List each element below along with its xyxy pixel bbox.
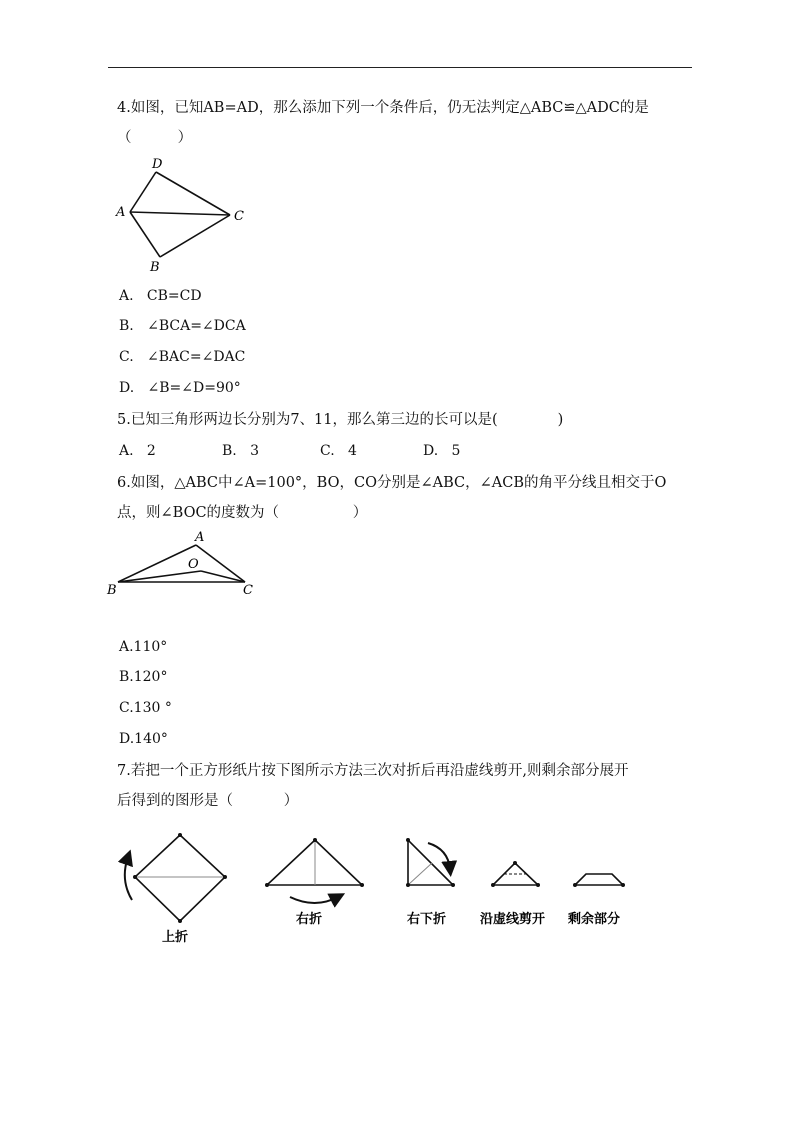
q6-option-b[interactable]: B.120° [119, 669, 168, 685]
caption-fold-right: 右折 [296, 912, 323, 927]
q7-stem-line1: 7.若把一个正方形纸片按下图所示方法三次对折后再沿虚线剪开,则剩余部分展开 [117, 763, 629, 779]
header-rule [108, 67, 692, 68]
q6-option-a[interactable]: A.110° [119, 639, 168, 655]
q4-stem-line2: （ ） [117, 130, 193, 146]
step-fold-right [265, 838, 364, 927]
q5-stem: 5.已知三角形两边长分别为7、11，那么第三边的长可以是( ) [117, 412, 564, 428]
caption-cut-dashed: 沿虚线剪开 [480, 912, 546, 927]
curved-arrow-icon [428, 843, 450, 869]
caption-remaining: 剩余部分 [568, 912, 621, 927]
q7-stem-line2: 后得到的图形是（ ） [117, 793, 299, 809]
segment-bc [160, 215, 230, 257]
segment-ab [130, 212, 160, 257]
segment-ac [130, 212, 230, 215]
q5-option-d[interactable]: D. 5 [423, 443, 461, 459]
label-b: B [107, 583, 117, 598]
caption-fold-up: 上折 [162, 930, 189, 945]
q4-option-a[interactable]: A. CB=CD [119, 288, 202, 304]
label-d: D [152, 157, 163, 172]
label-c: C [243, 583, 253, 598]
q7-folding-figures [110, 825, 650, 955]
label-c: C [234, 209, 244, 224]
q5-option-a[interactable]: A. 2 [119, 443, 156, 459]
q4-stem-line1: 4.如图，已知AB=AD，那么添加下列一个条件后，仍无法判定△ABC≌△ADC的是 [117, 100, 649, 116]
step-cut-dashed [480, 861, 545, 927]
q5-option-c[interactable]: C. 4 [320, 443, 357, 459]
curved-arrow-icon [125, 857, 132, 900]
q4-option-b[interactable]: B. ∠BCA=∠DCA [119, 318, 246, 334]
step-fold-up [125, 833, 227, 945]
segment-dc [156, 172, 230, 215]
q6-option-c[interactable]: C.130 ° [119, 700, 172, 716]
label-a: A [195, 530, 205, 545]
curved-arrow-icon [290, 897, 338, 903]
q4-option-d[interactable]: D. ∠B=∠D=90° [119, 380, 241, 396]
step-remaining [568, 874, 625, 927]
q6-stem-line2: 点，则∠BOC的度数为（ ） [117, 505, 368, 521]
label-o: O [188, 557, 199, 572]
label-a: A [116, 205, 126, 220]
label-b: B [150, 260, 160, 275]
q4-option-c[interactable]: C. ∠BAC=∠DAC [119, 349, 246, 365]
q6-stem-line1: 6.如图，△ABC中∠A=100°，BO，CO分别是∠ABC，∠ACB的角平分线且相交于O [117, 475, 667, 491]
q4-figure-quadrilateral [110, 150, 260, 276]
q6-option-d[interactable]: D.140° [119, 731, 168, 747]
q5-option-b[interactable]: B. 3 [222, 443, 259, 459]
q6-figure-triangle [105, 528, 265, 598]
step-fold-lower-right [406, 838, 455, 927]
caption-fold-lower-right: 右下折 [407, 912, 447, 927]
segment-ad [130, 172, 156, 212]
